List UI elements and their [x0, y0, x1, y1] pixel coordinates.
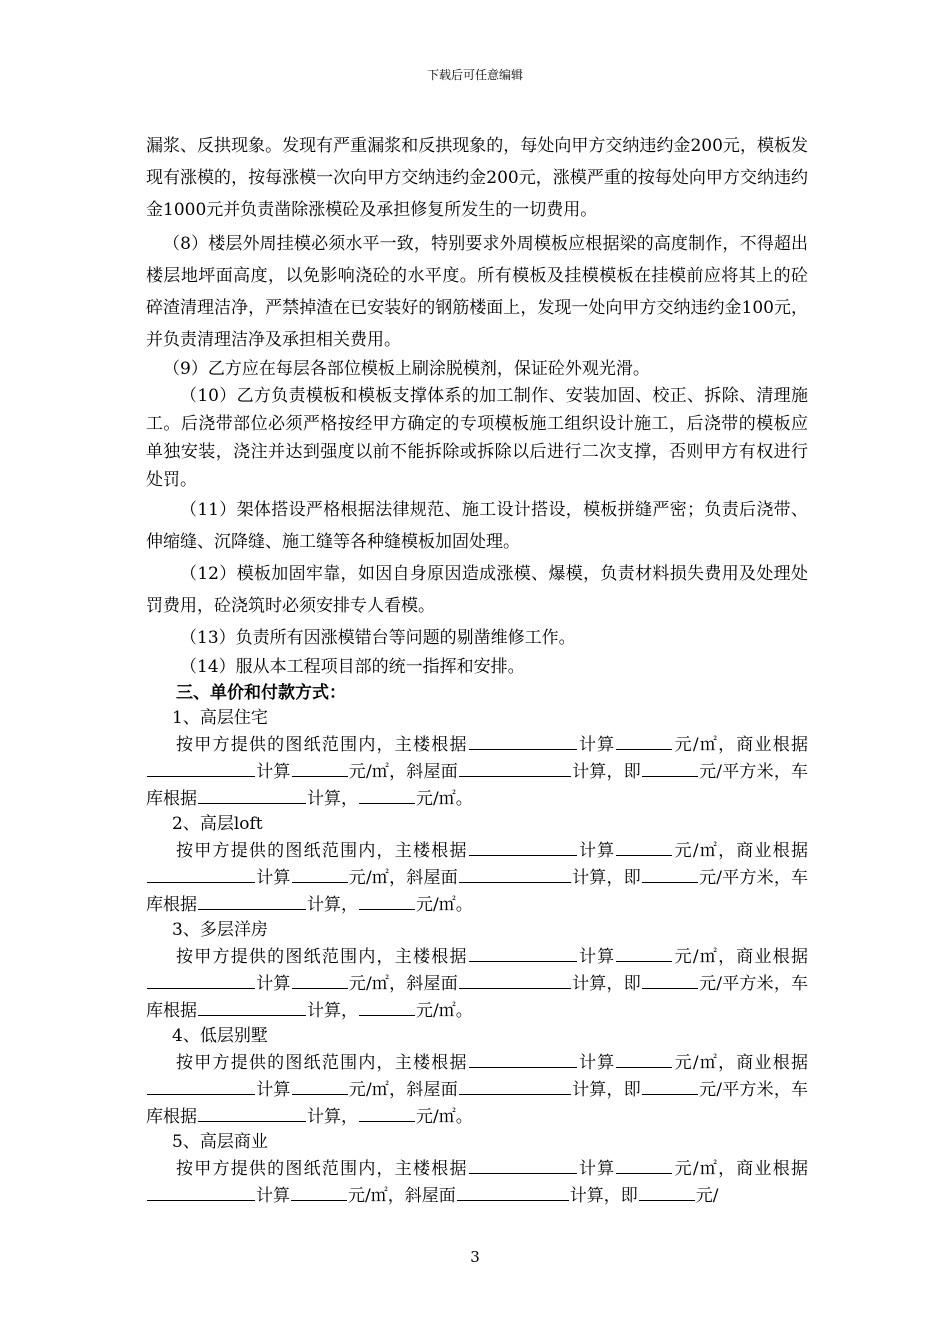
item-title: 1、高层住宅: [172, 708, 268, 728]
blank-field: [459, 970, 571, 989]
blank-field: [469, 837, 577, 856]
blank-field: [292, 1076, 348, 1095]
blank-field: [292, 970, 348, 989]
paragraph-item-13: （13）负责所有因涨模错台等问题的剔凿维修工作。: [180, 628, 576, 648]
blank-field: [198, 891, 306, 910]
paragraph-item-9: （9）乙方应在每层各部位模板上刷涂脱模剂，保证砼外观光滑。: [163, 359, 650, 379]
blank-field: [359, 997, 415, 1016]
blank-field: [642, 1076, 698, 1095]
blank-field: [616, 1049, 672, 1068]
blank-field: [147, 1076, 255, 1095]
blank-field: [642, 758, 698, 777]
blank-field: [292, 758, 348, 777]
blank-field: [359, 891, 415, 910]
paragraph-item-12: （12）模板加固牢靠，如因自身原因造成涨模、爆模，负责材料损失费用及处理处罚费用，砼浇筑时必须安排专人看模。: [146, 564, 808, 616]
page-number: 3: [470, 1248, 480, 1266]
page-header: 下载后可任意编辑: [426, 68, 523, 82]
blank-field: [642, 970, 698, 989]
blank-field: [639, 1182, 695, 1201]
item-title: 4、低层别墅: [172, 1026, 268, 1046]
blank-field: [616, 731, 672, 750]
blank-field: [469, 1049, 577, 1068]
blank-field: [359, 1103, 415, 1122]
document-body: [146, 130, 808, 1209]
blank-field: [469, 943, 577, 962]
blank-field: [198, 1103, 306, 1122]
blank-field: [147, 970, 255, 989]
blank-field: [459, 758, 571, 777]
blank-field: [198, 785, 306, 804]
blank-field: [359, 785, 415, 804]
paragraph-item-14: （14）服从本工程项目部的统一指挥和安排。: [180, 657, 525, 677]
blank-field: [469, 731, 577, 750]
pricing-paragraph: 按甲方提供的图纸范围内，主楼根据 计算 元/㎡，商业根据计算 元/㎡，斜屋面 计算，即 元/平方米，车库根据 计算， 元/㎡。: [146, 1049, 808, 1130]
paragraph-item-10: （10）乙方负责模板和模板支撑体系的加工制作、安装加固、校正、拆除、清理施工。后浇带部位必须严格按经甲方确定的专项模板施工组织设计施工，后浇带的模板应单独安装，浇注并达到强度以前不能拆除或拆除以后进行二次支撑，否则甲方有权进行处罚。: [146, 386, 808, 490]
blank-field: [616, 943, 672, 962]
blank-field: [291, 1182, 347, 1201]
blank-field: [616, 837, 672, 856]
blank-field: [147, 1182, 255, 1201]
blank-field: [457, 1182, 569, 1201]
paragraph-item-8: （8）楼层外周挂模必须水平一致，特别要求外周模板应根据梁的高度制作，不得超出楼层地坪面高度，以免影响浇砼的水平度。所有模板及挂模模板在挂模前应将其上的砼碎渣清理洁净，严禁掉渣在已安装好的钢筋楼面上，发现一处向甲方交纳违约金100元，并负责清理洁净及承担相关费用。: [146, 234, 808, 350]
blank-field: [469, 1155, 577, 1174]
item-title: 2、高层loft: [172, 814, 263, 834]
paragraph-item-11: （11）架体搭设严格根据法律规范、施工设计搭设，模板拼缝严密；负责后浇带、伸缩缝、沉降缝、施工缝等各种缝模板加固处理。: [146, 500, 808, 552]
blank-field: [292, 864, 348, 883]
paragraph-penalty-leakage: 漏浆、反拱现象。发现有严重漏浆和反拱现象的，每处向甲方交纳违约金200元，模板发现有涨模的，按每涨模一次向甲方交纳违约金200元，涨模严重的按每处向甲方交纳违约金1000元并负责凿除涨模砼及承担修复所发生的一切费用。: [146, 136, 808, 220]
blank-field: [459, 1076, 571, 1095]
blank-field: [616, 1155, 672, 1174]
blank-field: [642, 864, 698, 883]
blank-field: [147, 758, 255, 777]
pricing-paragraph: 按甲方提供的图纸范围内，主楼根据 计算 元/㎡，商业根据计算 元/㎡，斜屋面 计算，即 元/平方米，车库根据 计算， 元/㎡。: [146, 837, 808, 918]
pricing-paragraph: 按甲方提供的图纸范围内，主楼根据 计算 元/㎡，商业根据计算 元/㎡，斜屋面 计算，即 元/平方米，车库根据 计算， 元/㎡。: [146, 731, 808, 812]
blank-field: [198, 997, 306, 1016]
section-title-pricing: 三、单价和付款方式：: [176, 683, 346, 703]
blank-field: [147, 864, 255, 883]
pricing-paragraph: 按甲方提供的图纸范围内，主楼根据 计算 元/㎡，商业根据计算 元/㎡，斜屋面 计算，即 元/: [146, 1155, 808, 1209]
blank-field: [459, 864, 571, 883]
item-title: 5、高层商业: [172, 1132, 268, 1152]
pricing-paragraph: 按甲方提供的图纸范围内，主楼根据 计算 元/㎡，商业根据计算 元/㎡，斜屋面 计算，即 元/平方米，车库根据 计算， 元/㎡。: [146, 943, 808, 1024]
item-title: 3、多层洋房: [172, 920, 268, 940]
